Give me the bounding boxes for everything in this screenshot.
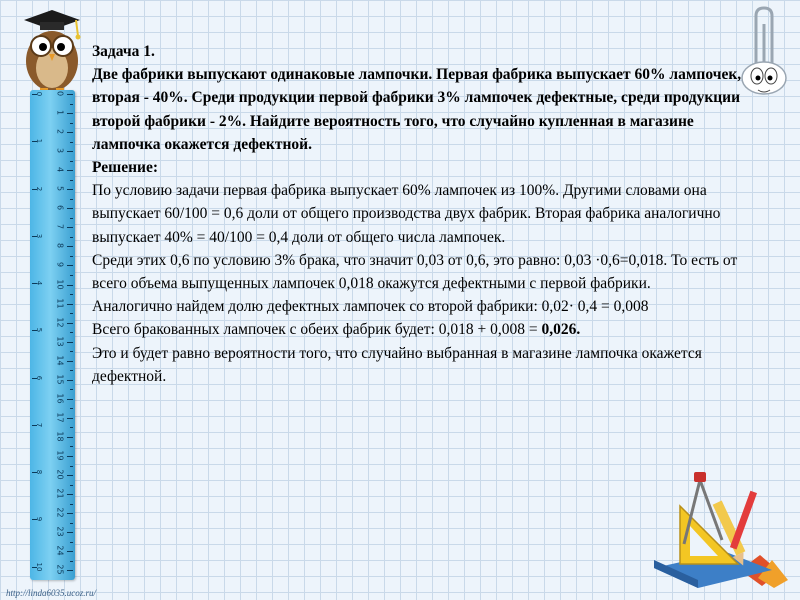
solution-paragraph-1: По условию задачи первая фабрика выпускает 60% лампочек из 100%. Другими словами она выпускает 60/100 = 0,6 доли от общего производства двух фабрик. Вторая фабрика аналогично выпускает 40% = 40/100 = 0,4 доли от общего числа лампочек. <box>92 182 721 246</box>
ruler-cm-tick <box>67 494 73 495</box>
total-defective-result: 0,026. <box>541 321 581 339</box>
ruler-cm-label: 19 <box>55 450 65 461</box>
ruler-half-tick <box>70 427 73 428</box>
ruler-cm-label: 3 <box>55 148 65 154</box>
ruler-cm-tick <box>67 285 73 286</box>
solution-paragraph-5: Это и будет равно вероятности того, что случайно выбранная в магазине лампочка окажется дефектной. <box>92 344 702 385</box>
ruler-cm-tick <box>67 551 73 552</box>
ruler-half-tick <box>70 142 73 143</box>
ruler-half-tick <box>70 104 73 105</box>
ruler-half-tick <box>70 446 73 447</box>
ruler-inch-label: 10 <box>35 562 43 571</box>
ruler-cm-tick <box>67 437 73 438</box>
ruler-half-tick <box>70 294 73 295</box>
ruler-cm-label: 18 <box>55 431 65 442</box>
ruler-inch-label: 5 <box>35 328 43 333</box>
ruler-half-tick <box>70 313 73 314</box>
ruler-cm-label: 12 <box>55 317 65 328</box>
ruler-inch-label: 7 <box>35 422 43 428</box>
ruler-cm-label: 22 <box>55 507 65 518</box>
ruler-cm-tick <box>67 246 73 247</box>
ruler-cm-tick <box>67 361 73 362</box>
ruler-cm-tick <box>67 532 73 533</box>
solution-paragraph-2: Среди этих 0,6 по условию 3% брака, что значит 0,03 от 0,6, это равно: 0,03 ·0,6=0,018. То есть от всего объема выпущенных лампочек 0,018 окажутся дефектными с первой фабрики. <box>92 251 738 293</box>
ruler-cm-label: 14 <box>55 355 65 366</box>
ruler-cm-label: 16 <box>55 393 65 404</box>
ruler-cm-label: 9 <box>55 262 65 268</box>
ruler-half-tick <box>70 123 73 124</box>
ruler-half-tick <box>70 237 73 238</box>
ruler-cm-label: 4 <box>55 167 65 173</box>
ruler-half-tick <box>70 199 73 200</box>
ruler-cm-label: 21 <box>55 488 65 499</box>
ruler-cm-tick <box>67 456 73 457</box>
school-tools-icon <box>640 460 790 590</box>
ruler-half-tick <box>70 542 73 543</box>
ruler-cm-tick <box>67 323 73 324</box>
ruler-cm-label: 5 <box>55 186 65 192</box>
ruler-inch-label: 9 <box>35 517 43 522</box>
ruler-half-tick <box>70 561 73 562</box>
ruler-half-tick <box>70 523 73 524</box>
ruler-half-tick <box>70 161 73 162</box>
slide-content <box>92 40 742 388</box>
ruler-cm-tick <box>67 94 73 95</box>
ruler-inch-label: 2 <box>35 186 43 191</box>
solution-paragraph-3: Аналогично найдем долю дефектных лампочек со второй фабрики: 0,02· 0,4 = 0,008 <box>92 298 649 316</box>
ruler-half-tick <box>70 408 73 409</box>
ruler-cm-label: 0 <box>55 90 65 97</box>
ruler-cm-tick <box>67 265 73 266</box>
ruler-inch-label: 3 <box>35 233 43 238</box>
ruler-half-tick <box>70 275 73 276</box>
ruler-cm-tick <box>67 513 73 514</box>
ruler-cm-label: 13 <box>55 336 65 347</box>
ruler-cm-tick <box>67 113 73 114</box>
ruler-half-tick <box>70 504 73 505</box>
ruler-half-tick <box>70 370 73 371</box>
ruler-cm-tick <box>67 570 73 571</box>
ruler-inch-label: 1 <box>35 139 43 144</box>
solution-paragraph-4 <box>92 318 742 341</box>
task-title: Задача 1. <box>92 43 155 60</box>
ruler-icon <box>30 90 75 580</box>
ruler-cm-label: 8 <box>55 243 65 249</box>
ruler-cm-tick <box>67 418 73 419</box>
ruler-cm-scale <box>55 90 73 576</box>
ruler-cm-tick <box>67 399 73 400</box>
ruler-cm-label: 2 <box>55 129 65 135</box>
ruler-cm-tick <box>67 208 73 209</box>
ruler-cm-tick <box>67 475 73 476</box>
ruler-half-tick <box>70 466 73 467</box>
ruler-inch-label: 6 <box>35 375 43 380</box>
ruler-cm-label: 17 <box>55 412 65 423</box>
total-defective-text: Всего бракованных лампочек с обеих фабрик будет: 0,018 + 0,008 = <box>92 321 542 339</box>
solution-heading: Решение: <box>92 159 159 177</box>
ruler-cm-tick <box>67 227 73 228</box>
ruler-cm-label: 24 <box>55 545 65 556</box>
ruler-cm-label: 7 <box>55 224 65 230</box>
ruler-half-tick <box>70 351 73 352</box>
ruler-cm-label: 25 <box>55 564 65 575</box>
owl-graduate-icon <box>16 6 86 94</box>
task-statement: Две фабрики выпускают одинаковые лампочки. Первая фабрика выпускает 60% лампочек, вторая - 40%. Среди продукции первой фабрики 3% лампочек дефектные, среди продукции второй фабрики - 2%. Найдите вероятность того, что случайно купленная в магазине лампочка окажется дефектной. <box>92 66 742 153</box>
ruler-cm-label: 10 <box>55 278 65 290</box>
ruler-cm-tick <box>67 380 73 381</box>
ruler-cm-tick <box>67 151 73 152</box>
ruler-cm-label: 6 <box>55 205 65 211</box>
paper-clip-icon <box>738 4 788 100</box>
ruler-inch-scale <box>32 91 43 576</box>
ruler-half-tick <box>70 389 73 390</box>
ruler-cm-label: 15 <box>55 374 65 385</box>
ruler-half-tick <box>70 180 73 181</box>
ruler-cm-tick <box>67 189 73 190</box>
ruler-cm-tick <box>67 132 73 133</box>
ruler-cm-tick <box>67 342 73 343</box>
ruler-inch-label: 4 <box>35 280 43 286</box>
ruler-half-tick <box>70 218 73 219</box>
ruler-half-tick <box>70 485 73 486</box>
ruler-cm-tick <box>67 304 73 305</box>
ruler-cm-label: 23 <box>55 526 65 537</box>
ruler-inch-label: 8 <box>35 469 43 475</box>
ruler-cm-label: 1 <box>55 110 65 116</box>
ruler-cm-label: 11 <box>55 297 65 309</box>
ruler-inch-label: 0 <box>35 91 43 97</box>
ruler-cm-tick <box>67 170 73 171</box>
ruler-half-tick <box>70 256 73 257</box>
source-url[interactable]: http://linda6035.ucoz.ru/ <box>6 588 96 598</box>
ruler-half-tick <box>70 332 73 333</box>
ruler-cm-label: 20 <box>55 469 65 480</box>
